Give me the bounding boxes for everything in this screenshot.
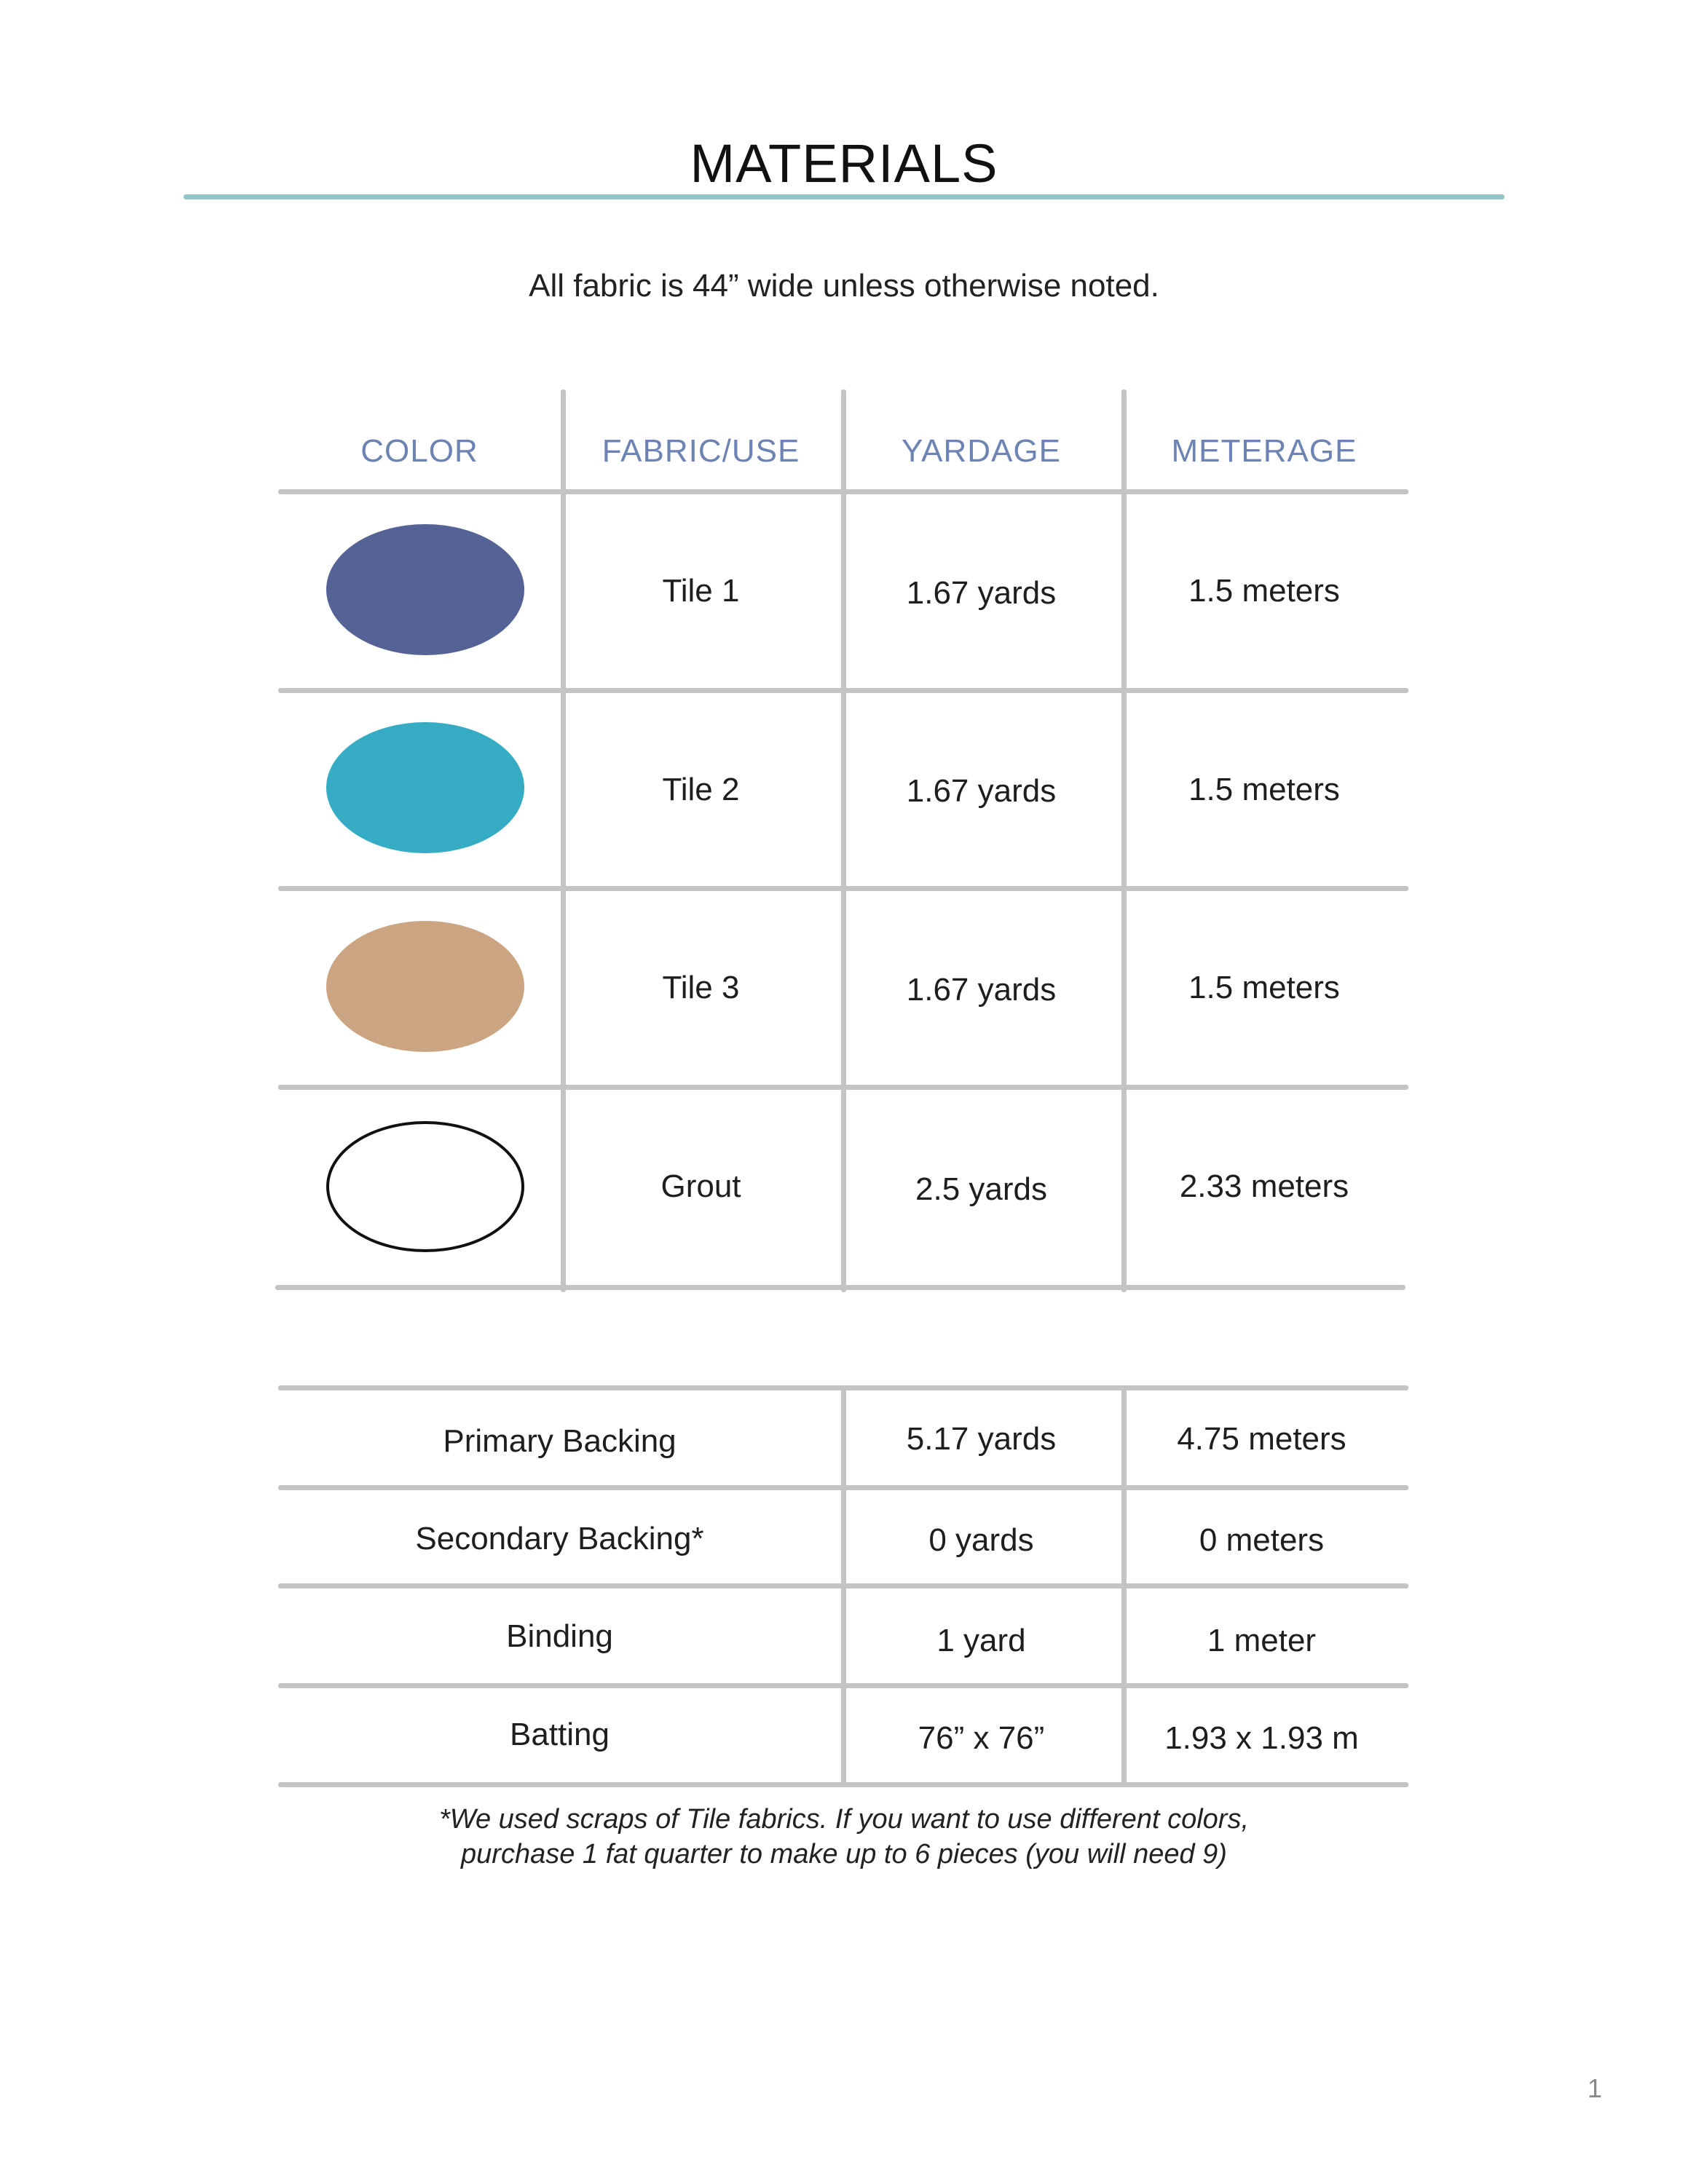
header-fabric-use: FABRIC/USE — [602, 433, 800, 469]
grid-line — [278, 1085, 1408, 1090]
fabric-cell: Tile 1 — [662, 573, 740, 609]
meterage-cell: 1.5 meters — [1188, 573, 1340, 609]
yardage-cell: 1.67 yards — [906, 773, 1057, 809]
page-title: MATERIALS — [690, 133, 998, 194]
meterage-cell: 0 meters — [1199, 1522, 1325, 1558]
supply-item-cell: Batting — [510, 1717, 610, 1752]
meterage-cell: 1.5 meters — [1188, 772, 1340, 807]
yardage-cell: 1.67 yards — [906, 575, 1057, 611]
grid-line — [278, 688, 1408, 693]
header-yardage: YARDAGE — [902, 433, 1061, 469]
supply-item-cell: Primary Backing — [443, 1423, 677, 1459]
footnote-line: purchase 1 fat quarter to make up to 6 pieces (you will need 9) — [461, 1839, 1227, 1870]
yardage-cell: 5.17 yards — [906, 1421, 1057, 1457]
header-meterage: METERAGE — [1171, 433, 1357, 469]
title-divider — [184, 194, 1504, 199]
grid-line — [278, 489, 1408, 494]
grid-line — [278, 1683, 1408, 1688]
page-number: 1 — [1587, 2073, 1603, 2103]
grid-line — [278, 1385, 1408, 1390]
grid-line — [278, 1583, 1408, 1588]
fabric-cell: Tile 2 — [662, 772, 740, 807]
color-swatch-tile-1 — [326, 524, 524, 655]
fabric-cell: Tile 3 — [662, 970, 740, 1005]
grid-line — [278, 1485, 1408, 1490]
meterage-cell: 4.75 meters — [1177, 1421, 1346, 1457]
meterage-cell: 1 meter — [1207, 1623, 1317, 1658]
grid-line — [278, 1782, 1408, 1787]
color-swatch-tile-2 — [326, 722, 524, 853]
yardage-cell: 2.5 yards — [915, 1171, 1047, 1207]
yardage-cell: 1 yard — [936, 1623, 1026, 1658]
color-swatch-grout — [326, 1121, 524, 1252]
yardage-cell: 0 yards — [928, 1522, 1034, 1558]
meterage-cell: 1.93 x 1.93 m — [1164, 1720, 1359, 1756]
color-swatch-tile-3 — [326, 921, 524, 1052]
yardage-cell: 76” x 76” — [918, 1720, 1045, 1756]
fabric-width-note: All fabric is 44” wide unless otherwise noted. — [529, 268, 1159, 304]
supply-item-cell: Binding — [506, 1618, 613, 1654]
supply-item-cell: Secondary Backing* — [415, 1521, 704, 1556]
yardage-cell: 1.67 yards — [906, 972, 1057, 1008]
grid-line — [278, 886, 1408, 891]
meterage-cell: 1.5 meters — [1188, 970, 1340, 1005]
footnote — [0, 1802, 1688, 1872]
meterage-cell: 2.33 meters — [1179, 1168, 1349, 1204]
grid-line — [275, 1285, 1405, 1290]
header-color: COLOR — [360, 433, 478, 469]
fabric-cell: Grout — [660, 1168, 741, 1204]
footnote-line: *We used scraps of Tile fabrics. If you want to use different colors, — [438, 1804, 1250, 1835]
